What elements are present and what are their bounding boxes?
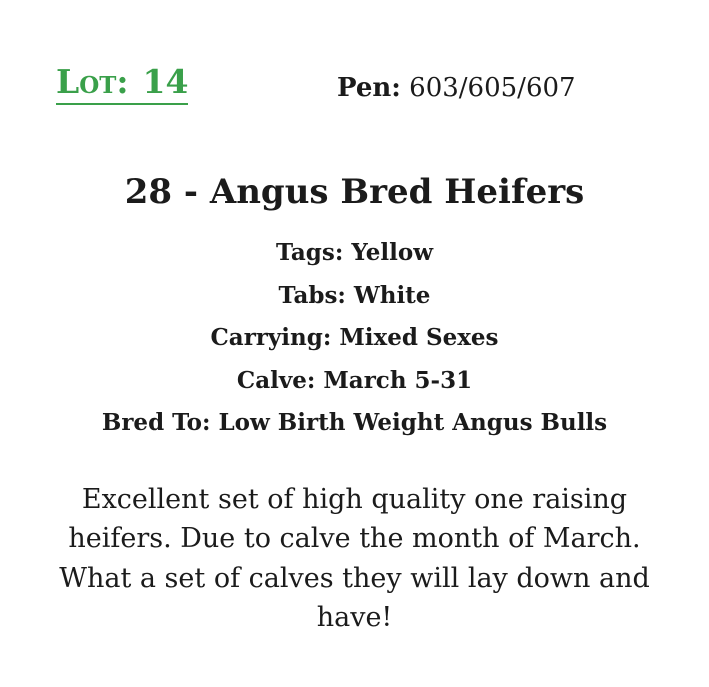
detail-calve: Calve: March 5-31 [236, 366, 473, 394]
lot-description [0, 481, 709, 638]
detail-tags: Tags: Yellow [275, 239, 433, 266]
detail-tabs: Tabs: White [278, 281, 431, 309]
pen-label: Pen: [337, 73, 401, 103]
pen-info [337, 71, 576, 105]
lot-label: Lot: [56, 62, 129, 101]
lot-number: 14 [142, 62, 189, 101]
description-line: Excellent set of high quality one raising [81, 484, 628, 515]
description-line: have! [316, 601, 393, 633]
detail-carrying: Carrying: Mixed Sexes [210, 324, 499, 351]
description-line: heifers. Due to calve the month of March. [68, 523, 641, 555]
pen-value: 603/605/607 [409, 73, 576, 103]
lot-number-heading [56, 62, 188, 105]
description-line: What a set of calves they will lay down and [59, 562, 650, 594]
detail-bred-to: Bred To: Low Birth Weight Angus Bulls [101, 409, 608, 436]
lot-headline: 28 - Angus Bred Heifers [124, 172, 585, 212]
lot-details [0, 234, 709, 447]
